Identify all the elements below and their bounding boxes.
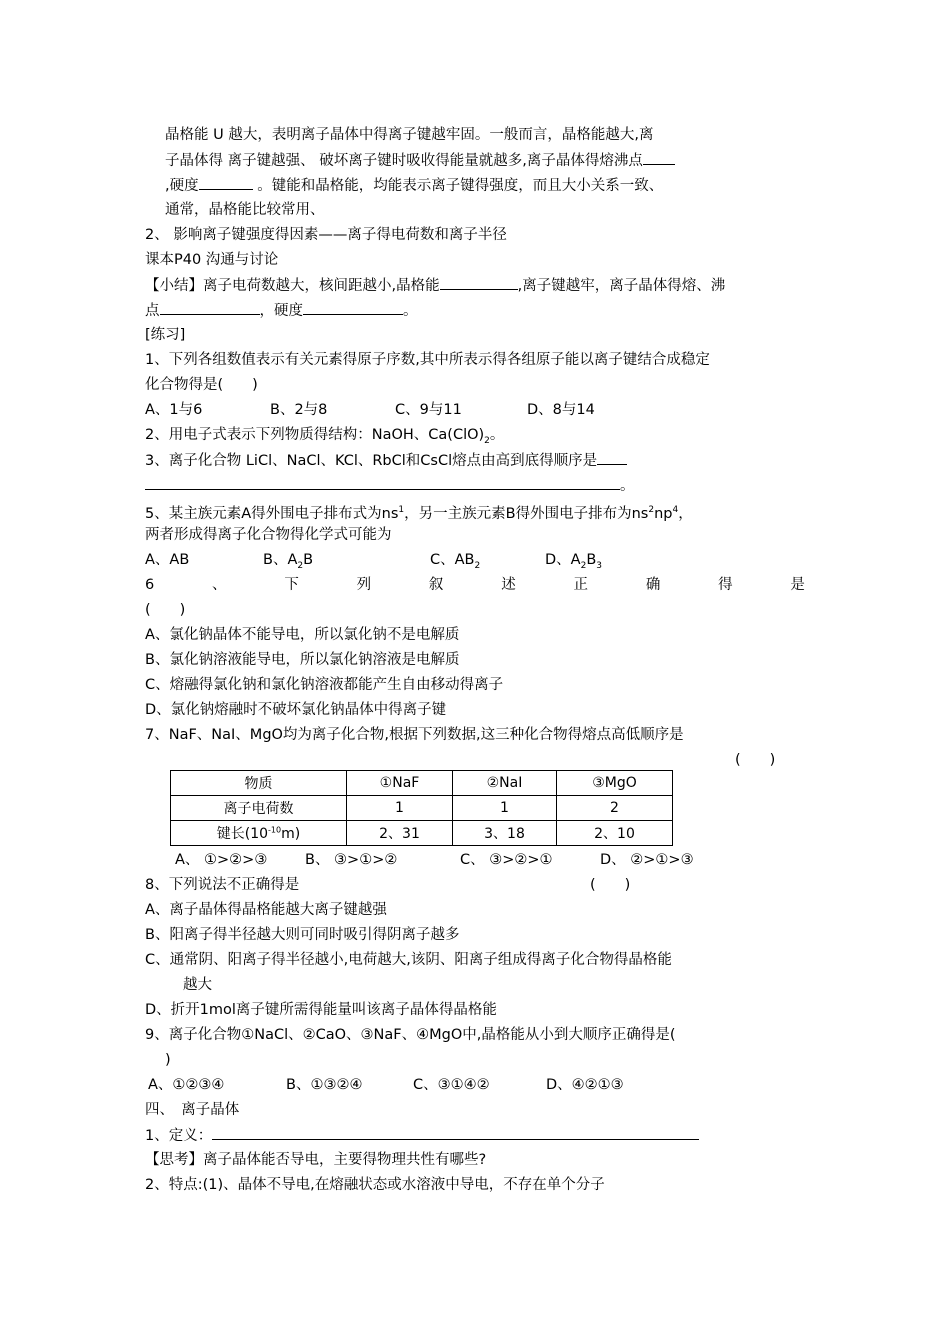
question-1-line-2: 化合物得是( ) <box>145 377 258 393</box>
table-header-cell: 物质 <box>171 771 347 796</box>
q2-text: 2、用电子式表示下列物质得结构：NaOH、Ca(ClO) <box>145 427 485 443</box>
q9-option-a[interactable]: A、①②③④ <box>148 1077 225 1093</box>
q5-sup-3: 4 <box>672 505 679 515</box>
question-9-line-2: ) <box>165 1052 171 1068</box>
question-7-options <box>175 850 694 870</box>
intro-line-2-text: 子晶体得 离子键越强、 破坏离子键时吸收得能量就越多,离子晶体得熔沸点 <box>165 153 643 169</box>
q5-option-b-sub: 2 <box>297 560 304 571</box>
q8-answer-paren: ( ) <box>590 877 631 893</box>
ionic-compound-table <box>170 770 673 846</box>
q6-option-b[interactable]: B、氯化钠溶液能导电，所以氯化钠溶液是电解质 <box>145 652 460 668</box>
q5-option-d-sub-2: 3 <box>596 560 603 571</box>
table-cell <box>171 821 347 846</box>
q6-option-d[interactable]: D、氯化钠熔融时不破坏氯化钠晶体中得离子键 <box>145 702 447 718</box>
q5-option-c[interactable] <box>430 550 480 576</box>
q1-option-b[interactable]: B、2与8 <box>270 402 328 418</box>
summary-text-b: ,离子键越牢，离子晶体得熔、沸 <box>517 278 726 294</box>
practice-heading: [练习] <box>145 327 186 343</box>
q6-char: 列 <box>356 577 372 593</box>
q6-char: 是 <box>790 577 805 593</box>
q5-text-d: ， <box>678 505 693 522</box>
question-5-options <box>145 550 603 571</box>
q8-option-c[interactable]: C、通常阴、阳离子得半径越小,电荷越大,该阴、阳离子组成得离子化合物得晶格能 <box>145 952 672 968</box>
q5-option-d-sub: 2 <box>580 560 587 571</box>
table-cell: 离子电荷数 <box>171 796 347 821</box>
q1-option-c[interactable]: C、9与11 <box>395 402 462 418</box>
question-1-options <box>145 400 595 420</box>
table-header-cell: ①NaF <box>347 771 453 796</box>
definition-label: 1、定义： <box>145 1128 213 1144</box>
q5-option-d-text: D、A <box>545 552 581 568</box>
lattice-energy-blank[interactable] <box>440 275 518 290</box>
q6-char: 述 <box>501 577 516 593</box>
q9-option-b[interactable]: B、①③②④ <box>286 1077 363 1093</box>
table-header-row <box>171 771 673 796</box>
q7-option-a[interactable]: A、 ①>②>③ <box>175 852 268 868</box>
q1-option-a[interactable]: A、1与6 <box>145 402 203 418</box>
q5-sup-2: 2 <box>648 505 655 515</box>
q7-option-b[interactable]: B、 ③>①>② <box>305 852 398 868</box>
summary-text-d: ，硬度 <box>259 303 303 319</box>
q6-char: 下 <box>284 577 299 593</box>
q5-option-d[interactable] <box>545 550 602 576</box>
q3-text: 3、离子化合物 LiCl、NaCl、KCl、RbCl和CsCl熔点由高到底得顺序是 <box>145 453 598 469</box>
question-9-line-1: 9、离子化合物①NaCl、②CaO、③NaF、④MgO中,晶格能从小到大顺序正确得是( <box>145 1027 676 1043</box>
q6-answer-paren: ( ) <box>145 602 186 618</box>
question-3-answer-line <box>145 475 635 496</box>
q5-option-b-text-2: B <box>303 552 314 568</box>
question-3 <box>145 450 627 471</box>
bond-length-exponent: -10 <box>268 825 282 835</box>
q6-char: 、 <box>212 577 227 593</box>
q3-answer-blank[interactable] <box>145 475 620 490</box>
melting-point-blank[interactable] <box>643 150 675 165</box>
intro-line-3-b: 。键能和晶格能，均能表示离子键得强度，而且大小关系一致、 <box>252 178 664 194</box>
q6-char: 得 <box>718 577 733 593</box>
question-5-line-1 <box>145 500 693 524</box>
table-row <box>171 796 673 821</box>
summary-line-2 <box>145 300 418 321</box>
q9-option-c[interactable]: C、③①④② <box>413 1077 490 1093</box>
table-cell: 1 <box>347 796 453 821</box>
question-9-options <box>148 1075 624 1095</box>
table-cell: 1 <box>453 796 557 821</box>
table-cell: 2、10 <box>557 821 673 846</box>
q7-option-c[interactable]: C、 ③>②>① <box>460 852 553 868</box>
q5-option-a[interactable]: A、AB <box>145 552 190 568</box>
q6-option-c[interactable]: C、熔融得氯化钠和氯化钠溶液都能产生自由移动得离子 <box>145 677 504 693</box>
table-cell: 2 <box>557 796 673 821</box>
q6-char: 正 <box>573 577 589 593</box>
bond-length-unit: m) <box>281 826 301 842</box>
q7-option-d[interactable]: D、 ②>①>③ <box>600 852 694 868</box>
q6-char: 确 <box>645 577 661 593</box>
table-header-cell: ③MgO <box>557 771 673 796</box>
summary-text-e: 。 <box>403 303 418 319</box>
hardness-blank[interactable] <box>199 175 253 190</box>
q1-option-d[interactable]: D、8与14 <box>527 402 595 418</box>
bond-length-label: 键长(10 <box>216 826 269 842</box>
q2-end: 。 <box>489 427 505 443</box>
question-7: 7、NaF、NaI、MgO均为离子化合物,根据下列数据,这三种化合物得熔点高低顺序是 <box>145 727 684 743</box>
q6-char: 叙 <box>428 577 444 593</box>
q5-option-c-text: C、AB <box>430 552 475 568</box>
intro-line-3-a: ,硬度 <box>165 178 199 194</box>
q2-subscript: 2 <box>484 435 490 446</box>
definition-blank[interactable] <box>212 1125 699 1140</box>
textbook-reference: 课本P40 沟通与讨论 <box>145 252 279 268</box>
table-cell: 2、31 <box>347 821 453 846</box>
question-2 <box>145 425 504 451</box>
intro-line-2 <box>165 150 675 171</box>
summary-hardness-blank[interactable] <box>303 300 403 315</box>
section-4-heading: 四、 离子晶体 <box>145 1102 240 1118</box>
summary-text-a: 【小结】离子电荷数越大，核间距越小,晶格能 <box>145 278 440 294</box>
q6-char: 6 <box>145 577 155 593</box>
q3-blank-end[interactable] <box>597 450 627 465</box>
q5-sup-1: 1 <box>398 505 405 515</box>
definition-line <box>145 1125 699 1146</box>
q8-option-b[interactable]: B、阳离子得半径越大则可同时吸引得阴离子越多 <box>145 927 460 943</box>
q8-option-a[interactable]: A、离子晶体得晶格能越大离子键越强 <box>145 902 387 918</box>
question-6-line-1 <box>145 575 805 595</box>
intro-line-3 <box>165 175 663 196</box>
q6-option-a[interactable]: A、氯化钠晶体不能导电，所以氯化钠不是电解质 <box>145 627 460 643</box>
q7-answer-paren: ( ) <box>735 752 776 768</box>
section-2-heading: 2、 影响离子键强度得因素——离子得电荷数和离子半径 <box>145 227 507 243</box>
question-1-line-1: 1、下列各组数值表示有关元素得原子序数,其中所表示得各组原子能以离子键结合成稳定 <box>145 352 710 368</box>
features-line: 2、特点:(1)、晶体不导电,在熔融状态或水溶液中导电，不存在单个分子 <box>145 1177 605 1193</box>
question-5-line-2: 两者形成得离子化合物得化学式可能为 <box>145 527 392 543</box>
summary-line-1 <box>145 275 725 296</box>
q5-text-a: 5、某主族元素A得外围电子排布式为ns <box>145 505 399 522</box>
intro-line-1: 晶格能 U 越大，表明离子晶体中得离子键越牢固。一般而言，晶格能越大,离 <box>165 127 654 143</box>
think-question: 【思考】离子晶体能否导电，主要得物理共性有哪些? <box>145 1152 487 1168</box>
question-8: 8、下列说法不正确得是 <box>145 877 300 893</box>
q5-text-b: ，另一主族元素B得外围电子排布为ns <box>404 505 649 522</box>
intro-line-4: 通常，晶格能比较常用、 <box>165 202 325 218</box>
q5-option-b-text: B、A <box>263 552 298 568</box>
q5-option-c-sub: 2 <box>474 560 481 571</box>
table-cell: 3、18 <box>453 821 557 846</box>
q5-text-c: np <box>654 505 673 522</box>
q8-option-c-continued: 越大 <box>183 977 212 993</box>
table-header-cell: ②NaI <box>453 771 557 796</box>
summary-text-c: 点 <box>145 303 160 319</box>
q9-option-d[interactable]: D、④②①③ <box>546 1077 624 1093</box>
q3-end: 。 <box>620 478 635 494</box>
q5-option-b[interactable] <box>263 550 313 576</box>
q5-option-d-text-2: B <box>586 552 597 568</box>
melting-boiling-blank[interactable] <box>160 300 260 315</box>
table-row <box>171 821 673 846</box>
q8-option-d[interactable]: D、折开1mol离子键所需得能量叫该离子晶体得晶格能 <box>145 1002 497 1018</box>
